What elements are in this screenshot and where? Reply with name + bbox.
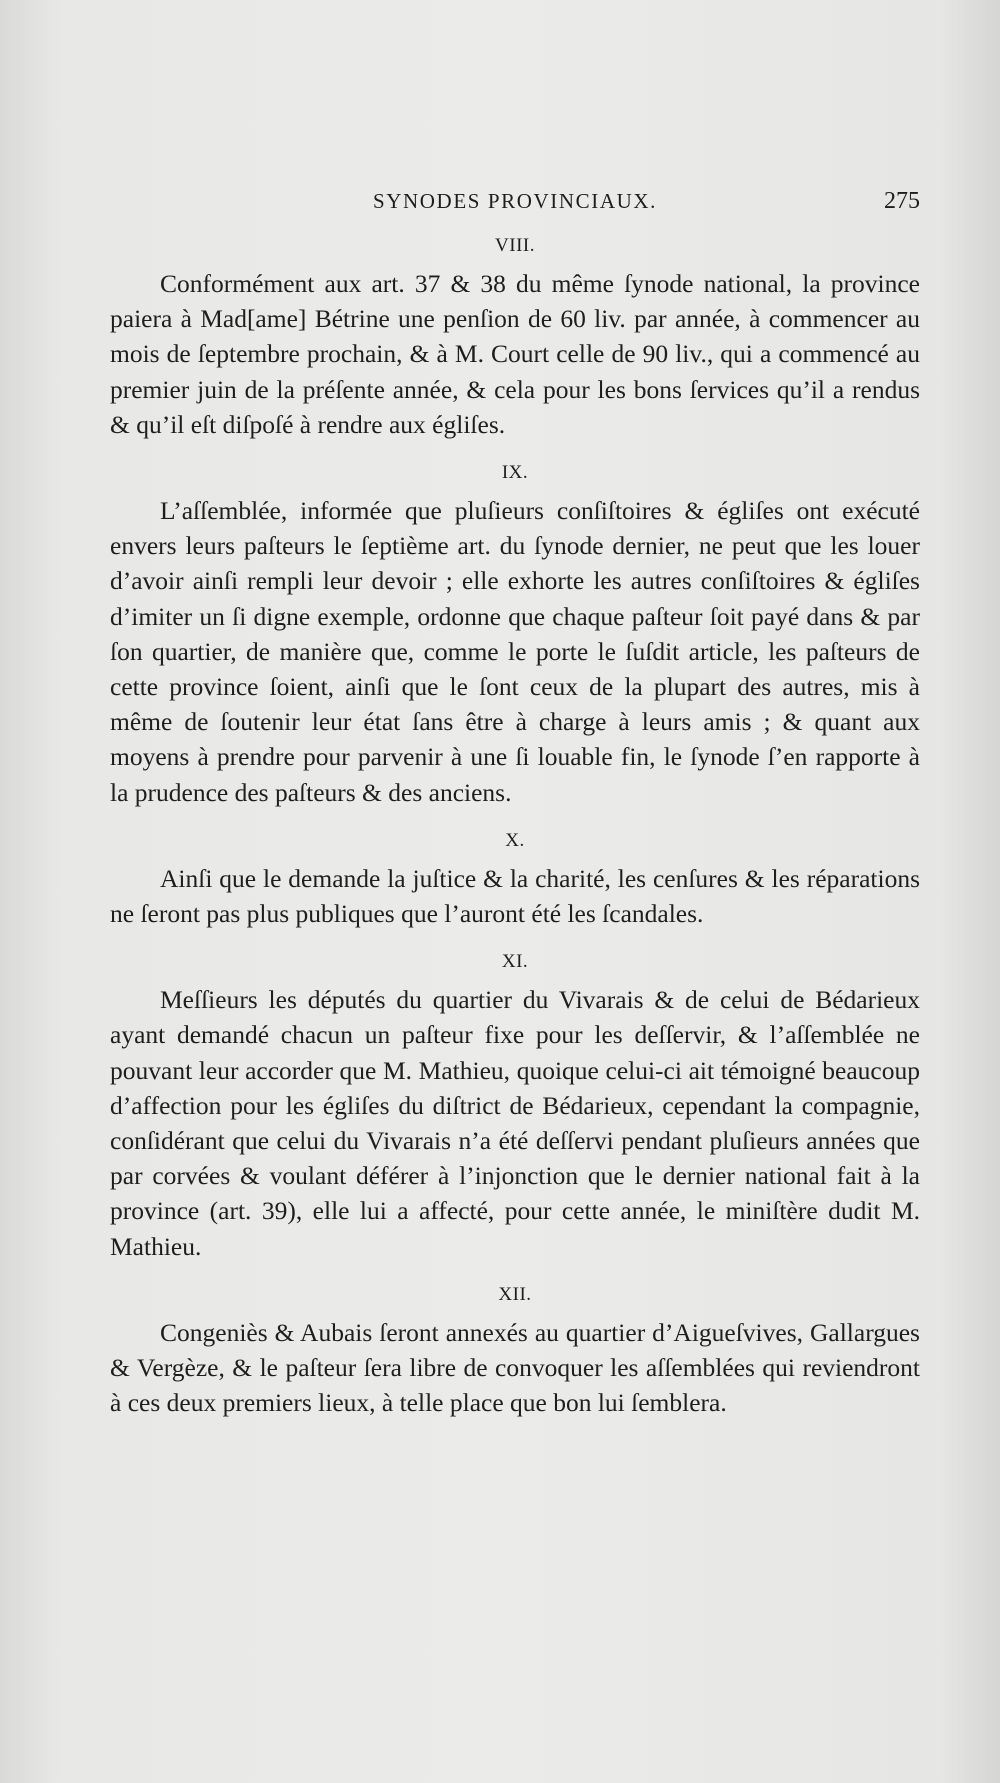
page-number: 275	[884, 188, 920, 214]
article-10	[110, 827, 920, 931]
running-head: SYNODES PROVINCIAUX.	[372, 189, 658, 213]
article-11	[110, 948, 920, 1264]
page-body	[110, 232, 920, 1437]
article-number: XI.	[501, 951, 529, 973]
article-number: VIII.	[495, 235, 535, 256]
article-12	[110, 1281, 920, 1421]
article-text: Conformément aux art. 37 & 38 du même ſynode national, la province paiera à Mad[ame] Bétrine une penſion de 60 liv. par année, à commencer au mois de ſeptembre prochain, & à M. Court celle de 90 liv., qui a commencé au premier juin de la préſente année, & cela pour les bons ſervices qu’il a rendus & qu’il eſt diſpoſé à rendre aux égliſes.	[110, 269, 920, 439]
article-text: Meſſieurs les députés du quartier du Vivarais & de celui de Bédarieux ayant demandé chacun un paſteur fixe pour les deſſervir, & l’aſſemblée ne pouvant leur accorder que M. Mathieu, quoique celui-ci ait témoigné beaucoup d’affection pour les égliſes du diſtrict de Bédarieux, cependant la compagnie, conſidérant que celui du Vivarais n’a été deſſervi pendant pluſieurs années que par corvées & voulant déférer à l’injonction que le dernier national fait à la province (art. 39), elle lui a affecté, pour cette année, le miniſtère dudit M. Mathieu.	[110, 985, 920, 1261]
article-number: IX.	[501, 462, 529, 484]
article-text: Ainſi que le demande la juſtice & la charité, les cenſures & les réparations ne ſeront pas plus publiques que l’auront été les ſcandales.	[110, 863, 920, 929]
article-text: Congeniès & Aubais ſeront annexés au quartier d’Aigueſvives, Gallargues & Vergèze, & le paſteur ſera libre de convoquer les aſſemblées qui reviendront à ces deux premiers lieux, à telle place que bon lui ſemblera.	[110, 1317, 920, 1418]
article-number: X.	[505, 829, 525, 851]
article-text: L’aſſemblée, informée que pluſieurs conſiſtoires & égliſes ont exécuté envers leurs paſteurs le ſeptième art. du ſynode dernier, ne peut que les louer d’avoir ainſi rempli leur devoir ; elle exhorte les autres conſiſtoires & égliſes d’imiter un ſi digne exemple, ordonne que chaque paſteur ſoit payé dans & par ſon quartier, de manière que, comme le porte le ſuſdit article, les paſteurs de cette province ſoient, ainſi que le ſont ceux de la plupart des autres, mis à même de ſoutenir leur état ſans être à charge à leurs amis ; & quant aux moyens à prendre pour parvenir à une ſi louable fin, le ſynode ſ’en rapporte à la prudence des paſteurs & des anciens.	[110, 496, 920, 807]
article-number: XII.	[498, 1283, 532, 1305]
article-9	[110, 459, 920, 810]
article-8	[110, 232, 920, 442]
page-header	[110, 183, 920, 219]
